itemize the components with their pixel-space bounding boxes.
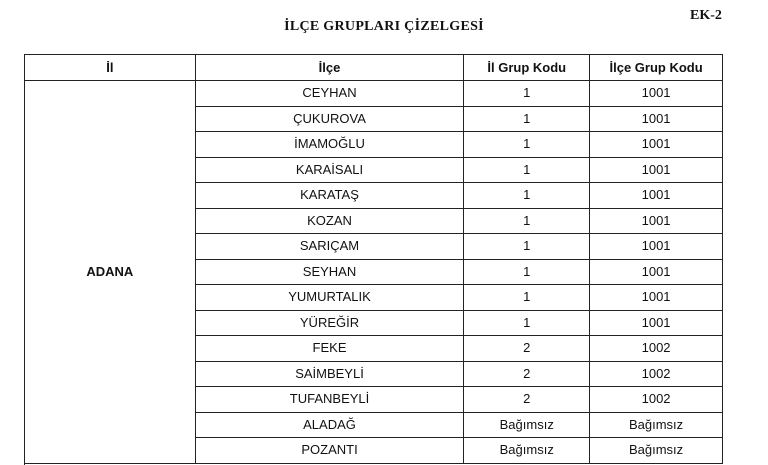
province-group-code-cell: 1: [464, 259, 590, 285]
district-cell: SAİMBEYLİ: [195, 361, 464, 387]
district-group-code-cell: 1001: [590, 234, 723, 260]
province-cell: ADANA: [25, 81, 196, 464]
district-group-code-cell: 1001: [590, 285, 723, 311]
district-group-code-cell: 1001: [590, 157, 723, 183]
district-group-code-cell: 1001: [590, 208, 723, 234]
province-group-code-cell: 2: [464, 361, 590, 387]
province-group-code-cell: Bağımsız: [464, 412, 590, 438]
district-cell: KOZAN: [195, 208, 464, 234]
district-group-code-cell: 1001: [590, 132, 723, 158]
province-group-code-cell: 1: [464, 81, 590, 107]
province-group-code-cell: 1: [464, 132, 590, 158]
district-cell: YÜREĞİR: [195, 310, 464, 336]
table-continuation-line: [24, 454, 25, 465]
province-group-code-cell: 2: [464, 336, 590, 362]
district-group-code-cell: 1001: [590, 106, 723, 132]
district-group-code-cell: 1001: [590, 259, 723, 285]
district-cell: YUMURTALIK: [195, 285, 464, 311]
district-group-code-cell: 1001: [590, 183, 723, 209]
district-group-code-cell: 1001: [590, 310, 723, 336]
district-cell: TUFANBEYLİ: [195, 387, 464, 413]
province-group-code-cell: 1: [464, 157, 590, 183]
column-header-province: İl: [25, 55, 196, 81]
column-header-province-group-code: İl Grup Kodu: [464, 55, 590, 81]
district-cell: SEYHAN: [195, 259, 464, 285]
district-group-code-cell: 1002: [590, 387, 723, 413]
province-group-code-cell: 1: [464, 183, 590, 209]
column-header-district: İlçe: [195, 55, 464, 81]
province-group-code-cell: 2: [464, 387, 590, 413]
province-group-code-cell: 1: [464, 106, 590, 132]
table-header-row: [25, 55, 723, 81]
district-cell: İMAMOĞLU: [195, 132, 464, 158]
province-group-code-cell: Bağımsız: [464, 438, 590, 464]
district-cell: ALADAĞ: [195, 412, 464, 438]
column-header-district-group-code: İlçe Grup Kodu: [590, 55, 723, 81]
province-group-code-cell: 1: [464, 285, 590, 311]
appendix-code: EK-2: [690, 8, 722, 23]
district-groups-table: [24, 54, 723, 464]
district-cell: KARAİSALI: [195, 157, 464, 183]
district-cell: KARATAŞ: [195, 183, 464, 209]
district-cell: ÇUKUROVA: [195, 106, 464, 132]
province-group-code-cell: 1: [464, 234, 590, 260]
district-group-code-cell: Bağımsız: [590, 438, 723, 464]
district-group-code-cell: 1002: [590, 336, 723, 362]
district-cell: SARIÇAM: [195, 234, 464, 260]
district-group-code-cell: 1001: [590, 81, 723, 107]
province-group-code-cell: 1: [464, 310, 590, 336]
district-group-code-cell: 1002: [590, 361, 723, 387]
table-row: [25, 81, 723, 107]
document-title: İLÇE GRUPLARI ÇİZELGESİ: [284, 19, 484, 34]
province-group-code-cell: 1: [464, 208, 590, 234]
district-group-code-cell: Bağımsız: [590, 412, 723, 438]
district-cell: POZANTI: [195, 438, 464, 464]
district-cell: FEKE: [195, 336, 464, 362]
district-cell: CEYHAN: [195, 81, 464, 107]
